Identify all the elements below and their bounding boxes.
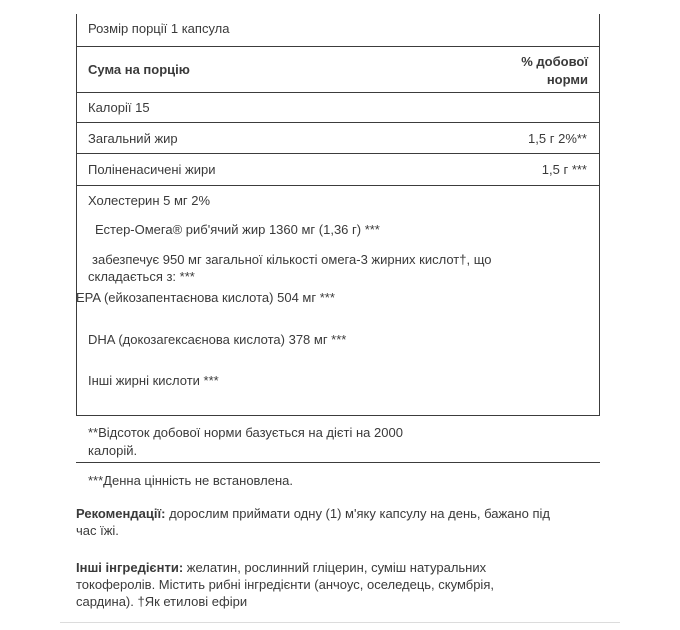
daily-value-header-line2: норми bbox=[546, 72, 588, 87]
footnote-daily-value bbox=[88, 424, 403, 460]
ingredients-label: Інші інгредієнти: bbox=[76, 560, 184, 575]
omega3-provides-line1: забезпечує 950 мг загальної кількості омега-3 жирних кислот†, що bbox=[92, 252, 492, 267]
serving-size: Розмір порції 1 капсула bbox=[88, 21, 230, 36]
omega3-provides-line2: складається з: *** bbox=[88, 269, 195, 284]
ester-omega: Естер-Омега® риб'ячий жир 1360 мг (1,36 г) *** bbox=[95, 222, 380, 237]
total-fat-value: 1,5 г 2%** bbox=[528, 131, 587, 146]
footnote-not-established: ***Денна цінність не встановлена. bbox=[88, 473, 294, 488]
cholesterol: Холестерин 5 мг 2% bbox=[88, 193, 211, 208]
row-divider bbox=[76, 153, 600, 154]
row-divider bbox=[76, 46, 600, 47]
bottom-divider bbox=[60, 622, 620, 623]
row-divider bbox=[76, 185, 600, 186]
ingredients-text-line2: токоферолів. Містить рибні інгредієнти (анчоус, оселедець, скумбрія, bbox=[76, 577, 494, 592]
other-ingredients bbox=[76, 559, 606, 610]
amount-per-serving-header: Сума на порцію bbox=[88, 62, 190, 77]
total-fat-label: Загальний жир bbox=[88, 131, 178, 146]
recommendations-text-line2: час їжі. bbox=[76, 523, 119, 538]
recommendations-text-line1: дорослим приймати одну (1) м'яку капсулу на день, бажано під bbox=[165, 506, 550, 521]
calories: Калорії 15 bbox=[88, 100, 150, 115]
footnote-daily-value-line1: **Відсоток добової норми базується на дієті на 2000 bbox=[88, 425, 403, 440]
row-divider bbox=[76, 415, 600, 416]
recommendations-line1 bbox=[76, 505, 606, 522]
polyunsaturated-fat-value: 1,5 г *** bbox=[541, 162, 587, 177]
ingredients-text-line1: желатин, рослинний гліцерин, суміш натуральних bbox=[183, 560, 487, 575]
daily-value-header-line1: % добової bbox=[521, 54, 588, 69]
daily-value-header bbox=[450, 53, 588, 89]
ingredients-line1 bbox=[76, 559, 606, 576]
other-fatty-acids: Інші жирні кислоти *** bbox=[88, 373, 219, 388]
row-divider bbox=[76, 462, 600, 463]
recommendations-label: Рекомендації: bbox=[76, 506, 166, 521]
dha: DHA (докозагексаєнова кислота) 378 мг *** bbox=[88, 332, 347, 347]
row-divider bbox=[76, 122, 600, 123]
epa: EPA (ейкозапентаєнова кислота) 504 мг *** bbox=[76, 290, 335, 305]
row-divider bbox=[76, 92, 600, 93]
ingredients-text-line3: сардина). †Як етилові ефіри bbox=[76, 594, 248, 609]
footnote-daily-value-line2: калорій. bbox=[88, 443, 138, 458]
table-left-border bbox=[76, 14, 77, 415]
table-right-border bbox=[599, 14, 600, 415]
polyunsaturated-fat-label: Поліненасичені жири bbox=[88, 162, 216, 177]
recommendations bbox=[76, 505, 606, 539]
